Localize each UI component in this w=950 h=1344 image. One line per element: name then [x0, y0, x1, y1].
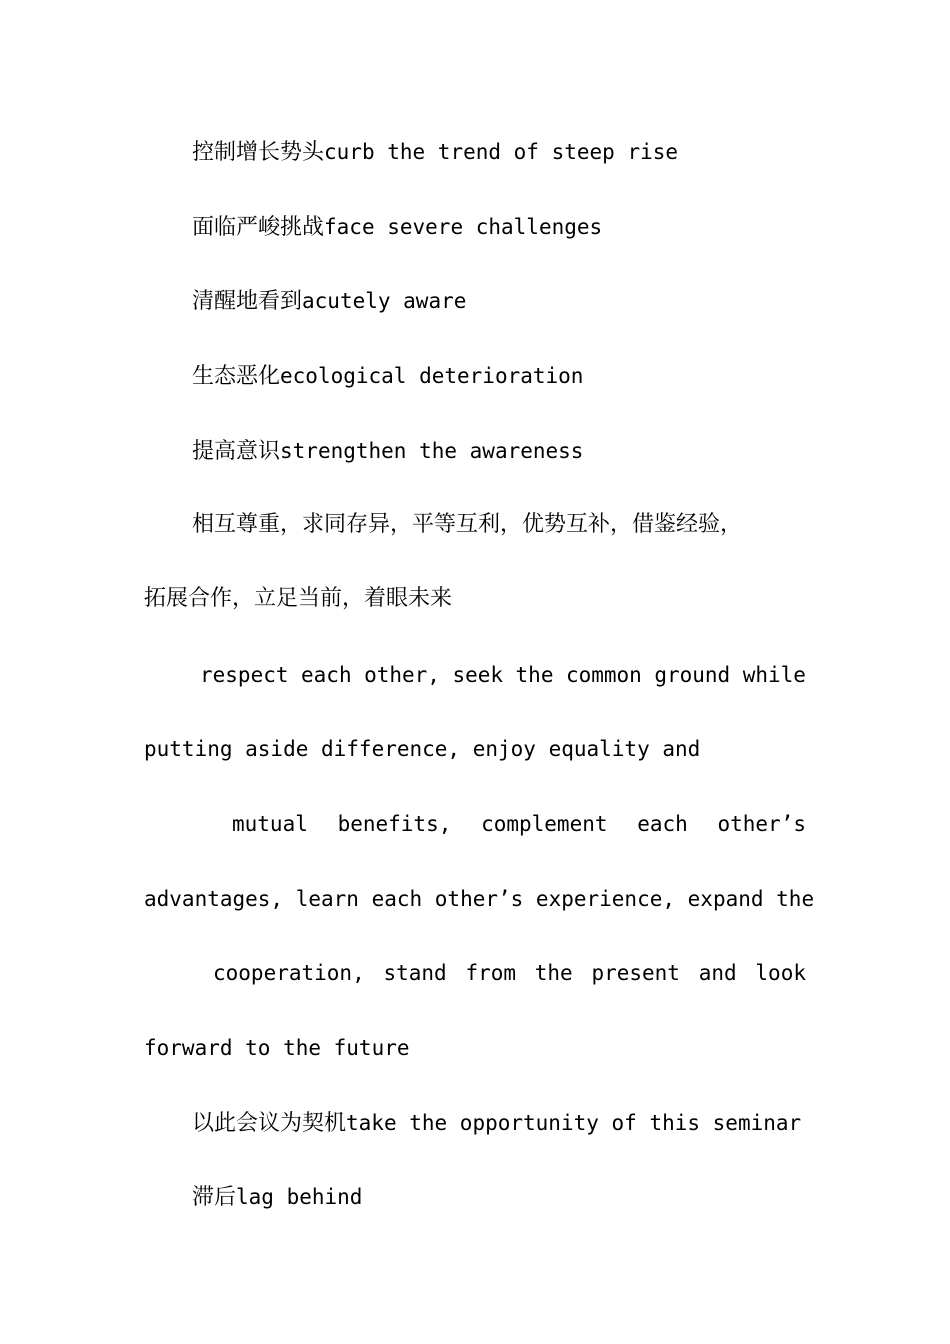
word: benefits,: [337, 812, 452, 836]
paragraph-en-line-6: forward to the future: [144, 1036, 410, 1060]
entry-5: [192, 436, 583, 467]
paragraph-en-line-4: advantages, learn each other’s experience, expand the: [144, 887, 815, 911]
word: common: [565, 663, 642, 687]
entry-5-en: strengthen the awareness: [280, 439, 584, 463]
entry-1-en: curb the trend of steep rise: [324, 140, 679, 164]
word: and: [698, 961, 737, 985]
word: each: [301, 663, 352, 687]
word: while: [742, 663, 806, 687]
entry-6-zh: 以此会议为契机: [192, 1111, 347, 1136]
word: cooperation,: [213, 961, 365, 985]
entry-3-zh: 清醒地看到: [192, 289, 303, 314]
word: respect: [200, 663, 289, 687]
word: from: [465, 961, 517, 985]
entry-5-zh: 提高意识: [192, 439, 281, 464]
word: seek: [452, 663, 504, 687]
entry-2-zh: 面临严峻挑战: [192, 215, 325, 240]
word: each: [637, 812, 688, 836]
word: stand: [383, 961, 447, 985]
word: the: [534, 961, 573, 985]
word: present: [591, 961, 680, 985]
entry-4-en: ecological deterioration: [280, 364, 584, 388]
entry-3-en: acutely aware: [302, 289, 467, 313]
word: complement: [481, 812, 608, 836]
entry-6-en: take the opportunity of this seminar: [346, 1111, 802, 1135]
word: mutual: [232, 812, 308, 836]
entry-4-zh: 生态恶化: [192, 364, 281, 389]
paragraph-en-line-1: [200, 660, 806, 690]
word: other’s: [717, 812, 806, 836]
entry-2: [192, 212, 602, 243]
entry-7: [192, 1182, 362, 1213]
entry-4: [192, 361, 583, 392]
paragraph-en-line-2: putting aside difference, enjoy equality and: [144, 737, 701, 761]
paragraph-zh-line-2: 拓展合作，立足当前，着眼未来: [144, 586, 453, 611]
paragraph-en-line-5: [213, 958, 806, 988]
entry-7-en: lag behind: [236, 1185, 363, 1209]
entry-1: [192, 137, 678, 168]
paragraph-zh-line-1: 相互尊重，求同存异，平等互利，优势互补，借鉴经验，: [192, 512, 743, 537]
word: look: [755, 961, 806, 985]
entry-2-en: face severe challenges: [324, 215, 603, 239]
word: other,: [364, 663, 440, 687]
entry-3: [192, 286, 466, 317]
entry-1-zh: 控制增长势头: [192, 140, 325, 165]
entry-7-zh: 滞后: [192, 1185, 237, 1210]
entry-6: [192, 1108, 801, 1139]
word: the: [515, 663, 554, 687]
paragraph-en-line-3: [232, 809, 806, 839]
word: ground: [654, 663, 731, 687]
